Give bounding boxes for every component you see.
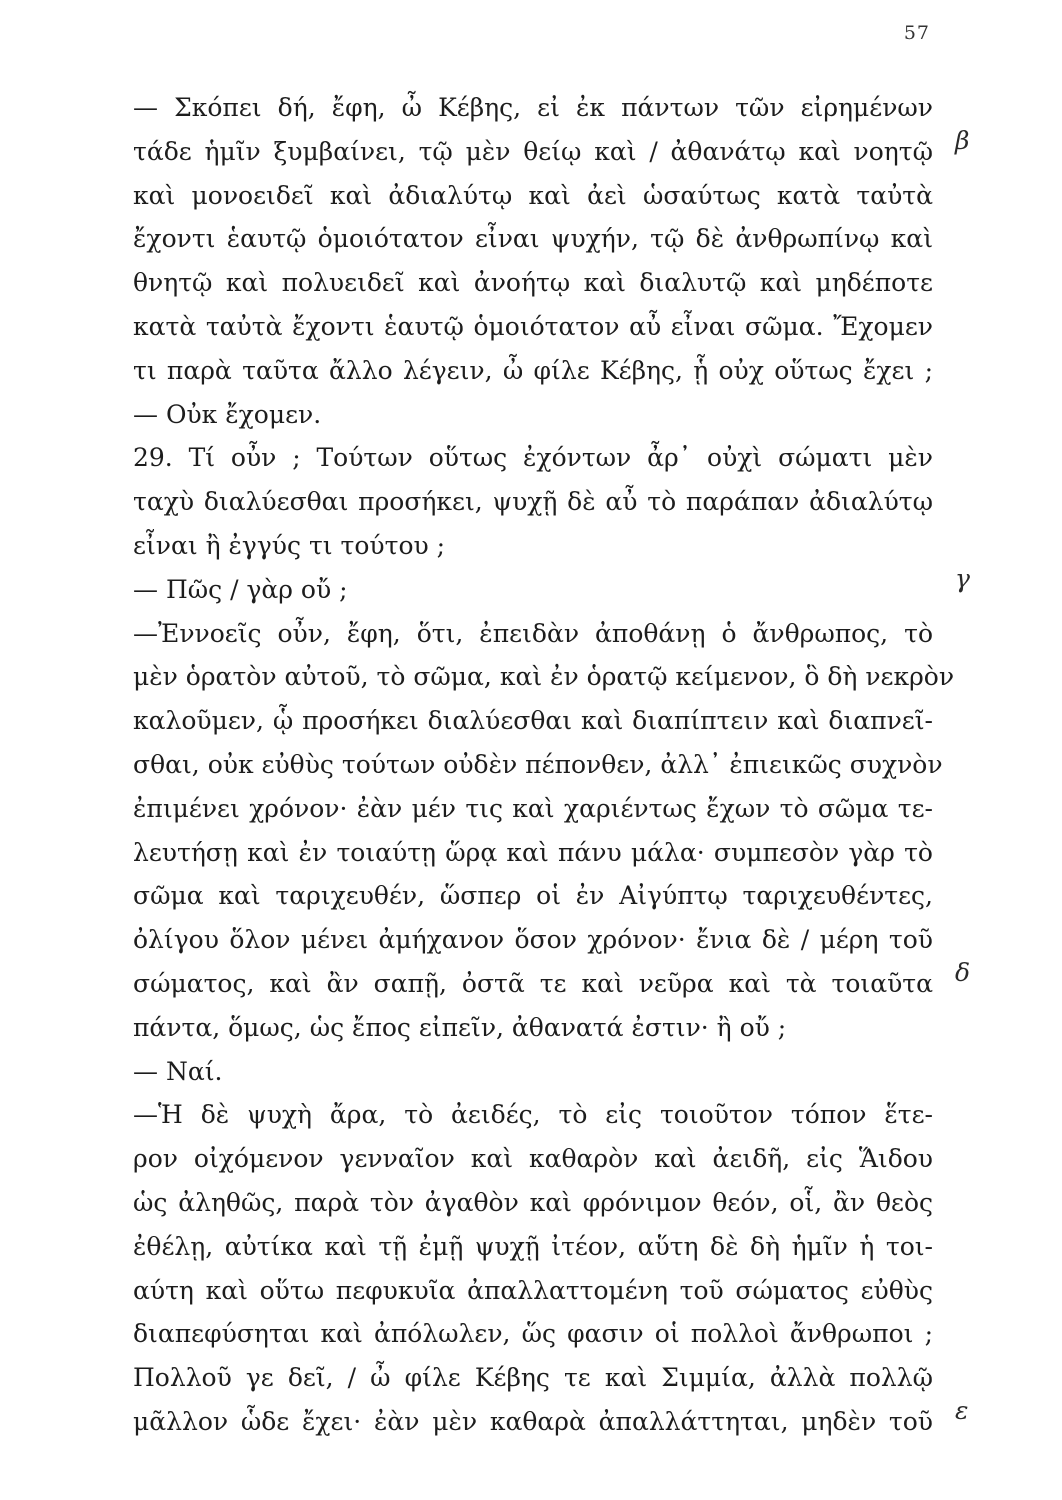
text-line: διαπεφύσηται καὶ ἀπόλωλεν, ὥς φασιν οἱ πολλοὶ ἄνθρωποι ;: [133, 1319, 933, 1349]
text-line: σῶμα καὶ ταριχευθέν, ὥσπερ οἱ ἐν Αἰγύπτῳ ταριχευθέντες,: [133, 881, 933, 911]
margin-note-epsilon: ε: [955, 1396, 969, 1425]
margin-note-gamma: γ: [955, 564, 970, 593]
text-line: — Οὐκ ἔχομεν.: [133, 399, 322, 429]
page-number: 57: [903, 22, 930, 44]
text-line: λευτήσῃ καὶ ἐν τοιαύτῃ ὥρᾳ καὶ πάνυ μάλα· συμπεσὸν γὰρ τὸ: [133, 837, 933, 867]
text-line: κατὰ ταὐτὰ ἔχοντι ἑαυτῷ ὁμοιότατον αὖ εἶναι σῶμα. Ἔχομεν: [133, 311, 933, 341]
text-line: εἶναι ἢ ἐγγύς τι τούτου ;: [133, 530, 446, 560]
text-line: τι παρὰ ταῦτα ἄλλο λέγειν, ὦ φίλε Κέβης, ᾗ οὐχ οὕτως ἔχει ;: [133, 355, 933, 385]
text-line: αύτη καὶ οὕτω πεφυκυῖα ἀπαλλαττομένη τοῦ σώματος εὐθὺς: [133, 1275, 933, 1305]
text-line: μᾶλλον ὧδε ἔχει· ἐὰν μὲν καθαρὰ ἀπαλλάττηται, μηδὲν τοῦ: [133, 1406, 933, 1436]
text-line: —Ἐννοεῖς οὖν, ἔφη, ὅτι, ἐπειδὰν ἀποθάνῃ ὁ ἄνθρωπος, τὸ: [133, 618, 933, 648]
text-line: καὶ μονοειδεῖ καὶ ἀδιαλύτῳ καὶ ἀεὶ ὡσαύτως κατὰ ταὐτὰ: [133, 180, 933, 210]
text-line: θνητῷ καὶ πολυειδεῖ καὶ ἀνοήτῳ καὶ διαλυτῷ καὶ μηδέποτε: [133, 268, 933, 298]
text-line: ταχὺ διαλύεσθαι προσήκει, ψυχῇ δὲ αὖ τὸ παράπαν ἀδιαλύτῳ: [133, 487, 933, 517]
text-line: ρον οἰχόμενον γενναῖον καὶ καθαρὸν καὶ ἀειδῆ, εἰς Ἅιδου: [133, 1144, 933, 1174]
greek-text-block: [133, 86, 955, 1444]
text-line: — Σκόπει δή, ἔφη, ὦ Κέβης, εἰ ἐκ πάντων τῶν εἰρημένων: [133, 93, 933, 122]
text-line: σθαι, οὐκ εὐθὺς τούτων οὐδὲν πέπονθεν, ἀλλ᾿ ἐπιεικῶς συχνὸν: [133, 749, 943, 779]
text-line: —Ἡ δὲ ψυχὴ ἄρα, τὸ ἀειδές, τὸ εἰς τοιοῦτον τόπον ἕτε-: [133, 1100, 933, 1130]
text-line: — Πῶς / γὰρ οὔ ;: [133, 574, 348, 604]
text-line: ἐθέλῃ, αὐτίκα καὶ τῇ ἐμῇ ψυχῇ ἰτέον, αὕτη δὲ δὴ ἡμῖν ἡ τοι-: [133, 1231, 933, 1261]
text-line: ὀλίγου ὅλον μένει ἀμήχανον ὅσον χρόνον· ἔνια δὲ / μέρη τοῦ: [133, 925, 933, 955]
text-line: μὲν ὁρατὸν αὐτοῦ, τὸ σῶμα, καὶ ἐν ὁρατῷ κείμενον, ὃ δὴ νεκρὸν: [133, 662, 955, 692]
text-line: σώματος, καὶ ἂν σαπῇ, ὀστᾶ τε καὶ νεῦρα καὶ τὰ τοιαῦτα: [133, 968, 933, 998]
text-line: — Ναί.: [133, 1056, 223, 1086]
text-line: πάντα, ὅμως, ὡς ἔπος εἰπεῖν, ἀθανατά ἐστιν· ἢ οὔ ;: [133, 1012, 787, 1042]
text-line: καλοῦμεν, ᾧ προσήκει διαλύεσθαι καὶ διαπίπτειν καὶ διαπνεῖ-: [133, 706, 933, 736]
margin-note-beta: β: [955, 126, 970, 155]
text-line: ἔχοντι ἑαυτῷ ὁμοιότατον εἶναι ψυχήν, τῷ δὲ ἀνθρωπίνῳ καὶ: [133, 224, 933, 254]
text-line: ἐπιμένει χρόνον· ἐὰν μέν τις καὶ χαριέντως ἔχων τὸ σῶμα τε-: [133, 793, 933, 823]
text-line: 29. Τί οὖν ; Τούτων οὕτως ἐχόντων ἆρ᾿ οὐχὶ σώματι μὲν: [133, 443, 933, 473]
text-line: Πολλοῦ γε δεῖ, / ὦ φίλε Κέβης τε καὶ Σιμμία, ἀλλὰ πολλῷ: [133, 1363, 933, 1393]
text-line: τάδε ἡμῖν ξυμβαίνει, τῷ μὲν θείῳ καὶ / ἀθανάτῳ καὶ νοητῷ: [133, 136, 933, 166]
text-line: ὡς ἀληθῶς, παρὰ τὸν ἀγαθὸν καὶ φρόνιμον θεόν, οἷ, ἂν θεὸς: [133, 1187, 933, 1217]
margin-note-delta: δ: [955, 958, 971, 987]
